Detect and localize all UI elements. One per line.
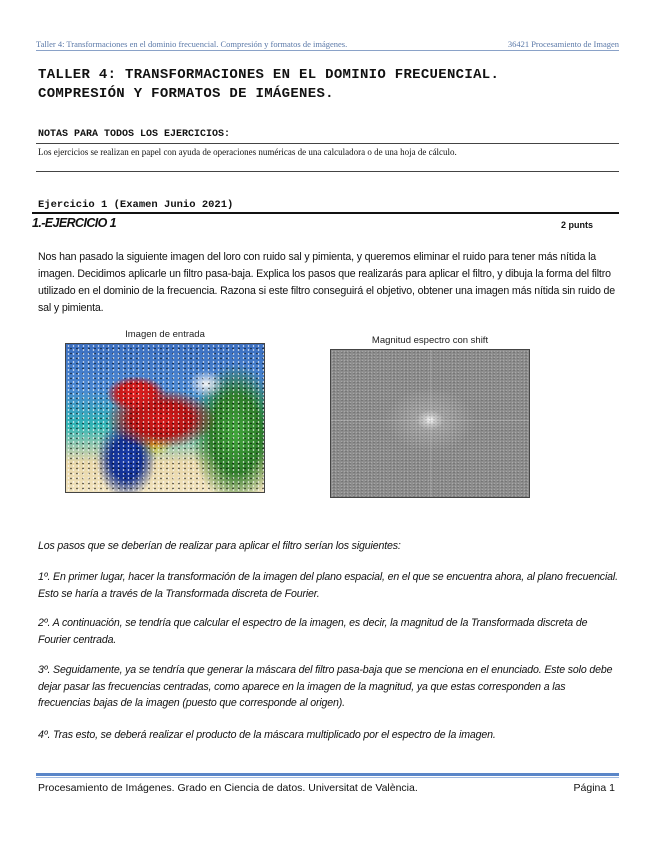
- page-title-line2: COMPRESIÓN Y FORMATOS DE IMÁGENES.: [38, 86, 334, 102]
- exercise-heading: Ejercicio 1 (Examen Junio 2021): [38, 199, 234, 211]
- spectrum-axis-vertical: [430, 350, 431, 497]
- notes-divider-top: [36, 143, 619, 144]
- footer-divider: [36, 773, 619, 776]
- page-number: Página 1: [573, 782, 615, 794]
- answer-intro: Los pasos que se deberían de realizar para aplicar el filtro serían los siguientes:: [38, 540, 401, 552]
- exercise-points: 2 punts: [560, 220, 593, 230]
- exercise-statement: Nos han pasado la siguiente imagen del loro con ruido sal y pimienta, y queremos eliminar el ruido para tener más nítida la imagen. Decidimos aplicarle un filtro pasa-baja. Explica los pasos que realizarás para aplicar el filtro, y dibuja la forma del filtro utilizado en el dominio de la frecuencia. Razona si este filtro conseguirá el objetivo, obtener una imagen más nítida sin ruido de sal y pimienta.: [38, 251, 616, 314]
- running-header-left: Taller 4: Transformaciones en el dominio frecuencial. Compresión y formatos de imágenes.: [36, 39, 348, 49]
- page-title: [38, 66, 618, 104]
- spectrum-magnitude-image: [330, 349, 530, 498]
- figure-right-title: Magnitud espectro con shift: [371, 335, 489, 346]
- exercise-label: 1.-EJERCICIO 1: [32, 216, 116, 230]
- figure-left-title: Imagen de entrada: [125, 329, 205, 340]
- footer: [38, 782, 615, 794]
- notes-heading: NOTAS PARA TODOS LOS EJERCICIOS:: [38, 129, 231, 140]
- salt-pepper-noise: [66, 344, 264, 492]
- spectrum-axis-horizontal: [331, 420, 529, 421]
- notes-text: Los ejercicios se realizan en papel con ayuda de operaciones numéricas de una calculadora o de una hoja de cálculo.: [38, 147, 457, 157]
- notes-divider-bottom: [36, 171, 619, 172]
- header-divider: [36, 50, 619, 51]
- exercise-divider: [32, 212, 619, 214]
- answer-step-4: 4º. Tras esto, se deberá realizar el producto de la máscara multiplicado por el espectro de la imagen.: [38, 729, 496, 741]
- footer-divider-thin: [36, 777, 619, 778]
- running-header-right: 36421 Procesamiento de Imagen: [507, 39, 619, 49]
- page-title-line1: TALLER 4: TRANSFORMACIONES EN EL DOMINIO FRECUENCIAL.: [38, 67, 500, 83]
- answer-step-3: 3º. Seguidamente, ya se tendría que generar la máscara del filtro pasa-baja que se menciona en el enunciado. Este solo debe dejar pasar las frecuencias centradas, como aparece en la imagen de la magnitud, ya que estas corresponden a las frecuencias bajas de la imagen (puesto que corresponde al origen).: [38, 664, 613, 709]
- footer-left: Procesamiento de Imágenes. Grado en Ciencia de datos. Universitat de València.: [38, 782, 418, 794]
- answer-step-2: 2º. A continuación, se tendría que calcular el espectro de la imagen, es decir, la magnitud de la Transformada discreta de Fourier centrada.: [38, 617, 588, 646]
- answer-step-1: 1º. En primer lugar, hacer la transformación de la imagen del plano espacial, en el que se encuentra ahora, al plano frecuencial. Esto se haría a través de la Transformada discreta de Fourier.: [38, 571, 618, 600]
- parrot-input-image: [65, 343, 265, 493]
